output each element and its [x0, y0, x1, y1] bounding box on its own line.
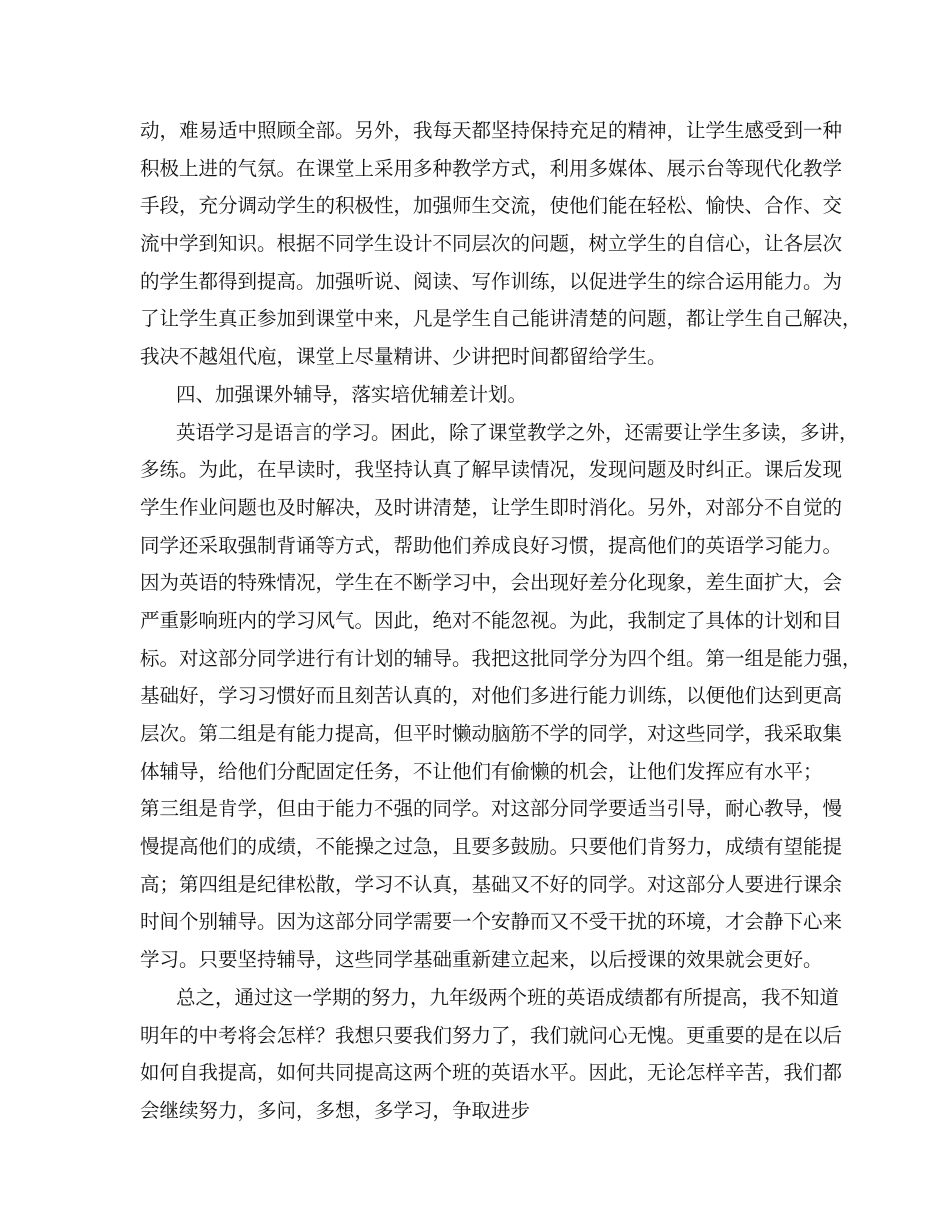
text-line: 动，难易适中照顾全部。另外，我每天都坚持保持充足的精神，让学生感受到一种 — [140, 119, 843, 142]
text-line: 基础好，学习习惯好而且刻苦认真的，对他们多进行能力训练，以便他们达到更高 — [140, 684, 843, 708]
text-line: 体辅导，给他们分配固定任务，不让他们有偷懒的机会，让他们发挥应有水平； — [140, 759, 823, 783]
text-line: 学生作业问题也及时解决，及时讲清楚，让学生即时消化。另外，对部分不自觉的 — [140, 495, 843, 519]
body-text — [140, 112, 862, 1130]
text-line: 手段，充分调动学生的积极性，加强师生交流，使他们能在轻松、愉快、合作、交 — [140, 194, 843, 218]
text-line: 严重影响班内的学习风气。因此，绝对不能忽视。为此，我制定了具体的计划和目 — [140, 608, 843, 632]
text-line: 了让学生真正参加到课堂中来，凡是学生自己能讲清楚的问题，都让学生自己解决， — [140, 307, 862, 331]
text-line: 四、加强课外辅导，落实培优辅差计划。 — [176, 382, 528, 406]
text-line: 同学还采取强制背诵等方式，帮助他们养成良好习惯，提高他们的英语学习能力。 — [140, 533, 843, 557]
text-line: 会继续努力，多问，多想，多学习，争取进步 — [140, 1098, 531, 1122]
text-line: 流中学到知识。根据不同学生设计不同层次的问题，树立学生的自信心，让各层次 — [140, 232, 843, 256]
text-line: 英语学习是语言的学习。困此，除了课堂教学之外，还需要让学生多读，多讲， — [176, 420, 859, 444]
text-line: 因为英语的特殊情况，学生在不断学习中，会出现好差分化现象，差生面扩大，会 — [140, 571, 843, 595]
text-line: 时间个别辅导。因为这部分同学需要一个安静而又不受干扰的环境，才会静下心来 — [140, 910, 843, 934]
text-line: 明年的中考将会怎样？我想只要我们努力了，我们就问心无愧。更重要的是在以后 — [140, 1023, 843, 1047]
text-line: 总之，通过这一学期的努力，九年级两个班的英语成绩都有所提高，我不知道 — [176, 985, 840, 1009]
text-line: 的学生都得到提高。加强听说、阅读、写作训练，以促进学生的综合运用能力。为 — [140, 269, 843, 293]
text-line: 积极上进的气氛。在课堂上采用多种教学方式，利用多媒体、展示台等现代化教学 — [140, 156, 843, 180]
text-line: 多练。为此，在早读时，我坚持认真了解早读情况，发现问题及时纠正。课后发现 — [140, 458, 843, 482]
text-line: 第三组是肯学，但由于能力不强的同学。对这部分同学要适当引导，耐心教导，慢 — [140, 797, 843, 821]
text-line: 层次。第二组是有能力提高，但平时懒动脑筋不学的同学，对这些同学，我采取集 — [140, 722, 843, 745]
text-line: 我决不越俎代庖，课堂上尽量精讲、少讲把时间都留给学生。 — [140, 345, 667, 369]
text-line: 慢提高他们的成绩，不能操之过急，且要多鼓励。只要他们肯努力，成绩有望能提 — [140, 835, 843, 859]
text-line: 高；第四组是纪律松散，学习不认真，基础又不好的同学。对这部分人要进行课余 — [140, 872, 843, 896]
text-line: 标。对这部分同学进行有计划的辅导。我把这批同学分为四个组。第一组是能力强， — [140, 646, 862, 670]
text-line: 如何自我提高，如何共同提高这两个班的英语水平。因此，无论怎样辛苦，我们都 — [140, 1061, 843, 1085]
text-line: 学习。只要坚持辅导，这些同学基础重新建立起来，以后授课的效果就会更好。 — [140, 948, 823, 972]
